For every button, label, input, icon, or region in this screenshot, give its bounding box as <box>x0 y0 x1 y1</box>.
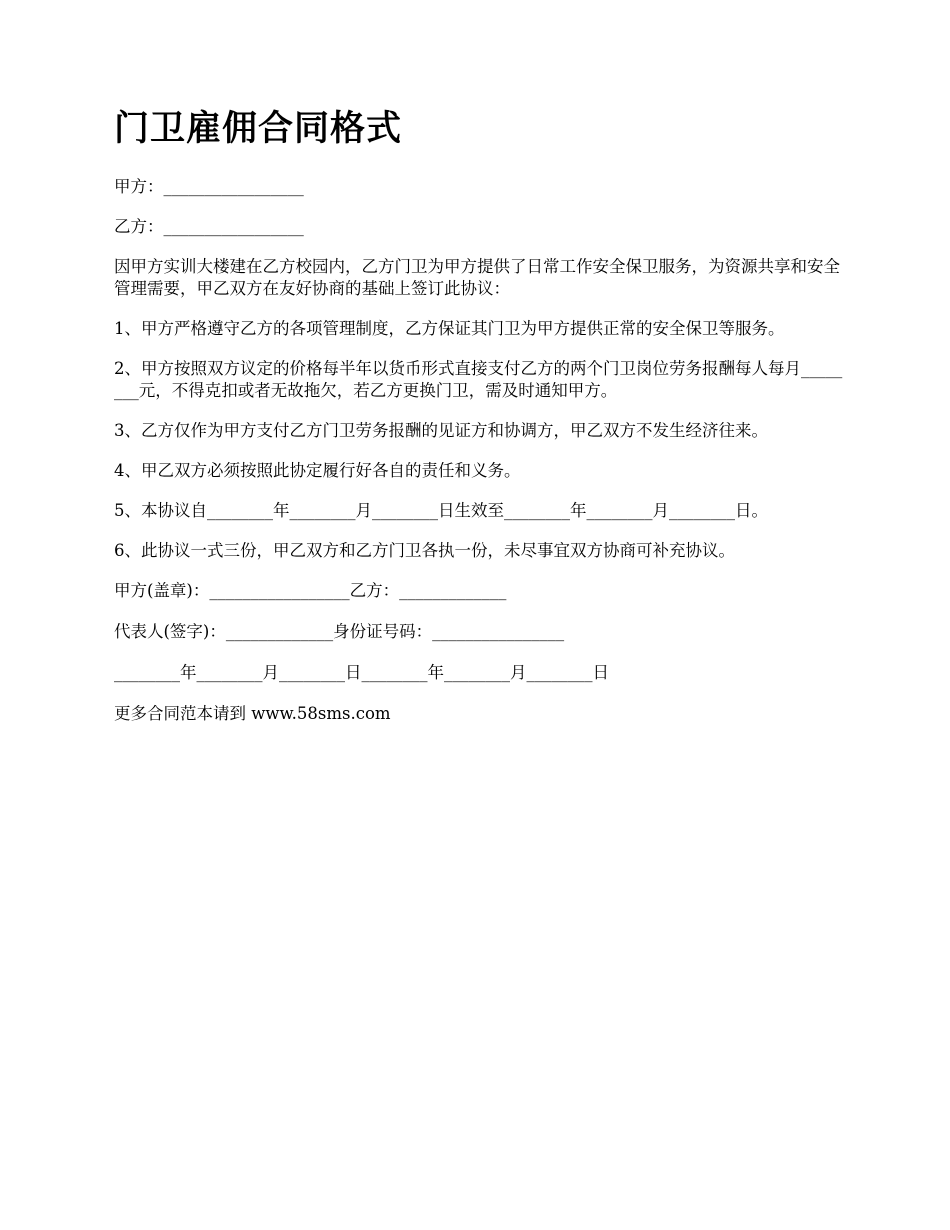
signature-representative-line: 代表人(签字)：_____________身份证号码：________________ <box>114 622 565 641</box>
footer-note: 更多合同范本请到 www.58sms.com <box>114 704 391 723</box>
signature-seal-line: 甲方(盖章)：_________________乙方：_____________ <box>114 581 507 600</box>
clause-2: 2、甲方按照双方议定的价格每半年以货币形式直接支付乙方的两个门卫岗位劳务报酬每人每月________元，不得克扣或者无故拖欠，若乙方更换门卫，需及时通知甲方。 <box>114 359 843 400</box>
signature-date-line: ________年________月________日________年________月________日 <box>114 663 609 682</box>
party-b-line: 乙方：_________________ <box>114 217 304 236</box>
preamble-paragraph: 因甲方实训大楼建在乙方校园内，乙方门卫为甲方提供了日常工作安全保卫服务，为资源共享和安全管理需要，甲乙双方在友好协商的基础上签订此协议： <box>114 257 840 298</box>
party-a-line: 甲方：_________________ <box>114 177 304 196</box>
document-page <box>114 108 844 743</box>
clause-1: 1、甲方严格遵守乙方的各项管理制度，乙方保证其门卫为甲方提供正常的安全保卫等服务。 <box>114 319 785 338</box>
clause-6: 6、此协议一式三份，甲乙双方和乙方门卫各执一份，未尽事宜双方协商可补充协议。 <box>114 541 735 560</box>
clause-4: 4、甲乙双方必须按照此协定履行好各自的责任和义务。 <box>114 461 521 480</box>
clause-5: 5、本协议自________年________月________日生效至________年________月________日。 <box>114 501 768 520</box>
document-title: 门卫雇佣合同格式 <box>114 108 403 149</box>
clause-3: 3、乙方仅作为甲方支付乙方门卫劳务报酬的见证方和协调方，甲乙双方不发生经济往来。 <box>114 421 768 440</box>
